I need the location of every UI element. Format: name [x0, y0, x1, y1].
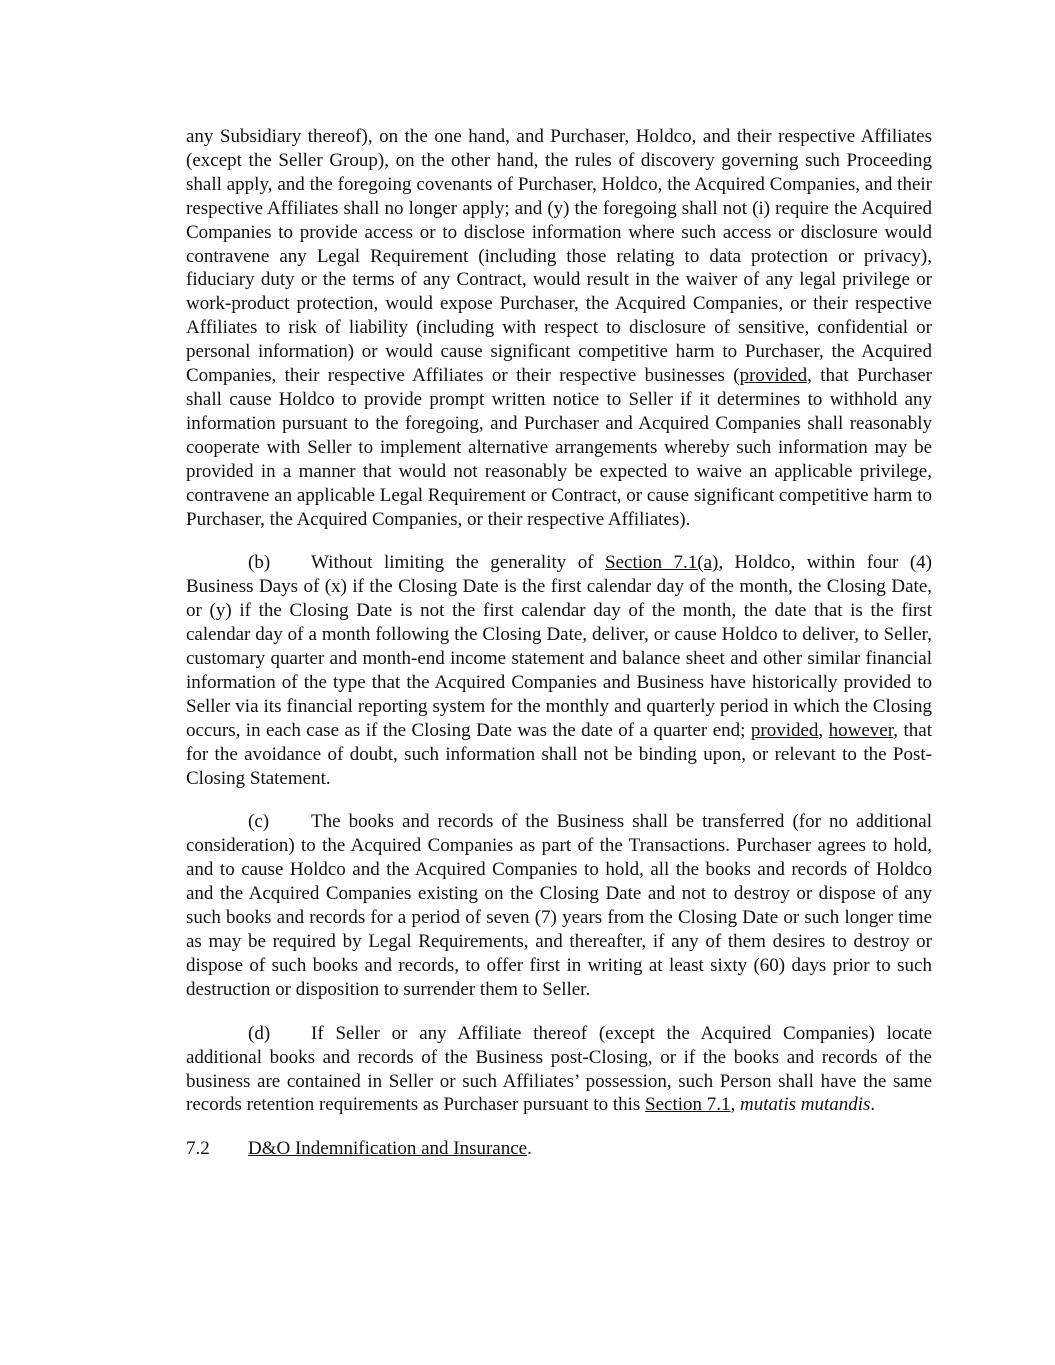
- period: .: [870, 1094, 876, 1116]
- section-heading: [186, 1137, 932, 1161]
- paragraph-label: (b): [248, 552, 271, 574]
- comma: ,: [730, 1094, 741, 1116]
- section-reference: Section 7.1: [645, 1094, 731, 1116]
- provided-term: provided: [750, 719, 819, 741]
- paragraph-label: (c): [248, 811, 270, 833]
- section-title: D&O Indemnification and Insurance: [248, 1138, 528, 1160]
- paragraph-b: [186, 551, 932, 790]
- paragraph-d: [186, 1022, 932, 1118]
- paragraph-text-after: , that Purchaser shall cause Holdco to provide prompt written notice to Seller if it determines to withhold any information pursuant to the foregoing, and Purchaser and Acquired Companies shall reasonably cooperate with Seller to implement alternative arrangements whereby such information may be provided in a manner that would not reasonably be expected to waive an applicable privilege, contravene an applicable Legal Requirement or Contract, or cause significant competitive harm to Purchaser, the Acquired Companies, or their respective Affiliates).: [186, 365, 932, 530]
- provided-term: provided: [739, 365, 808, 387]
- period: .: [527, 1138, 532, 1160]
- latin-phrase: mutatis mutandis: [740, 1094, 871, 1116]
- paragraph-label: (d): [248, 1022, 271, 1044]
- section-number: 7.2: [186, 1138, 210, 1160]
- comma: ,: [818, 719, 829, 741]
- paragraph-text: any Subsidiary thereof), on the one hand, and Purchaser, Holdco, and their respective Affiliates (except the Seller Group), on the other hand, the rules of discovery governing such Proceeding shall apply, and the foregoing covenants of Purchaser, Holdco, the Acquired Companies, and their respective Affiliates shall no longer apply; and (y) the foregoing shall not (i) require the Acquired Companies to provide access or to disclose information where such access or disclosure would contravene any Legal Requirement (including those relating to data protection or privacy), fiduciary duty or the terms of any Contract, would result in the waiver of any legal privilege or work-product protection, would expose Purchaser, the Acquired Companies, or their respective Affiliates to risk of liability (including with respect to disclosure of sensitive, confidential or personal information) or would cause significant competitive harm to Purchaser, the Acquired Companies, their respective Affiliates or their respective businesses (: [186, 126, 932, 387]
- paragraph-text: The books and records of the Business shall be transferred (for no additional consideration) to the Acquired Companies as part of the Transactions. Purchaser agrees to hold, and to cause Holdco and the Acquired Companies to hold, all the books and records of Holdco and the Acquired Companies existing on the Closing Date and not to destroy or dispose of any such books and records for a period of seven (7) years from the Closing Date or such longer time as may be required by Legal Requirements, and thereafter, if any of them desires to destroy or dispose of such books and records, to offer first in writing at least sixty (60) days prior to such destruction or disposition to surrender them to Seller.: [186, 811, 932, 1000]
- document-page: [186, 125, 932, 1181]
- paragraph-c: [186, 810, 932, 1001]
- section-reference: Section 7.1(a): [605, 552, 719, 574]
- however-term: however: [828, 719, 894, 741]
- paragraph-text-after: , that for the avoidance of doubt, such information shall not be binding upon, or relevant to the Post-Closing Statement.: [186, 719, 933, 789]
- paragraph-text-before: If Seller or any Affiliate thereof (except the Acquired Companies) locate additional books and records of the Business post-Closing, or if the books and records of the business are contained in Seller or such Affiliates’ possession, such Person shall have the same records retention requirements as Purchaser pursuant to this: [186, 1022, 932, 1116]
- paragraph-text-before: Without limiting the generality of: [311, 552, 606, 574]
- paragraph-continuation: [186, 125, 932, 531]
- paragraph-text-middle: , Holdco, within four (4) Business Days of (x) if the Closing Date is the first calendar day of the month, the Closing Date, or (y) if the Closing Date is not the first calendar day of the month, the date that is the first calendar day of a month following the Closing Date, deliver, or cause Holdco to deliver, to Seller, customary quarter and month-end income statement and balance sheet and other similar financial information of the type that the Acquired Companies and Business have historically provided to Seller via its financial reporting system for the monthly and quarterly period in which the Closing occurs, in each case as if the Closing Date was the date of a quarter end;: [186, 552, 932, 741]
